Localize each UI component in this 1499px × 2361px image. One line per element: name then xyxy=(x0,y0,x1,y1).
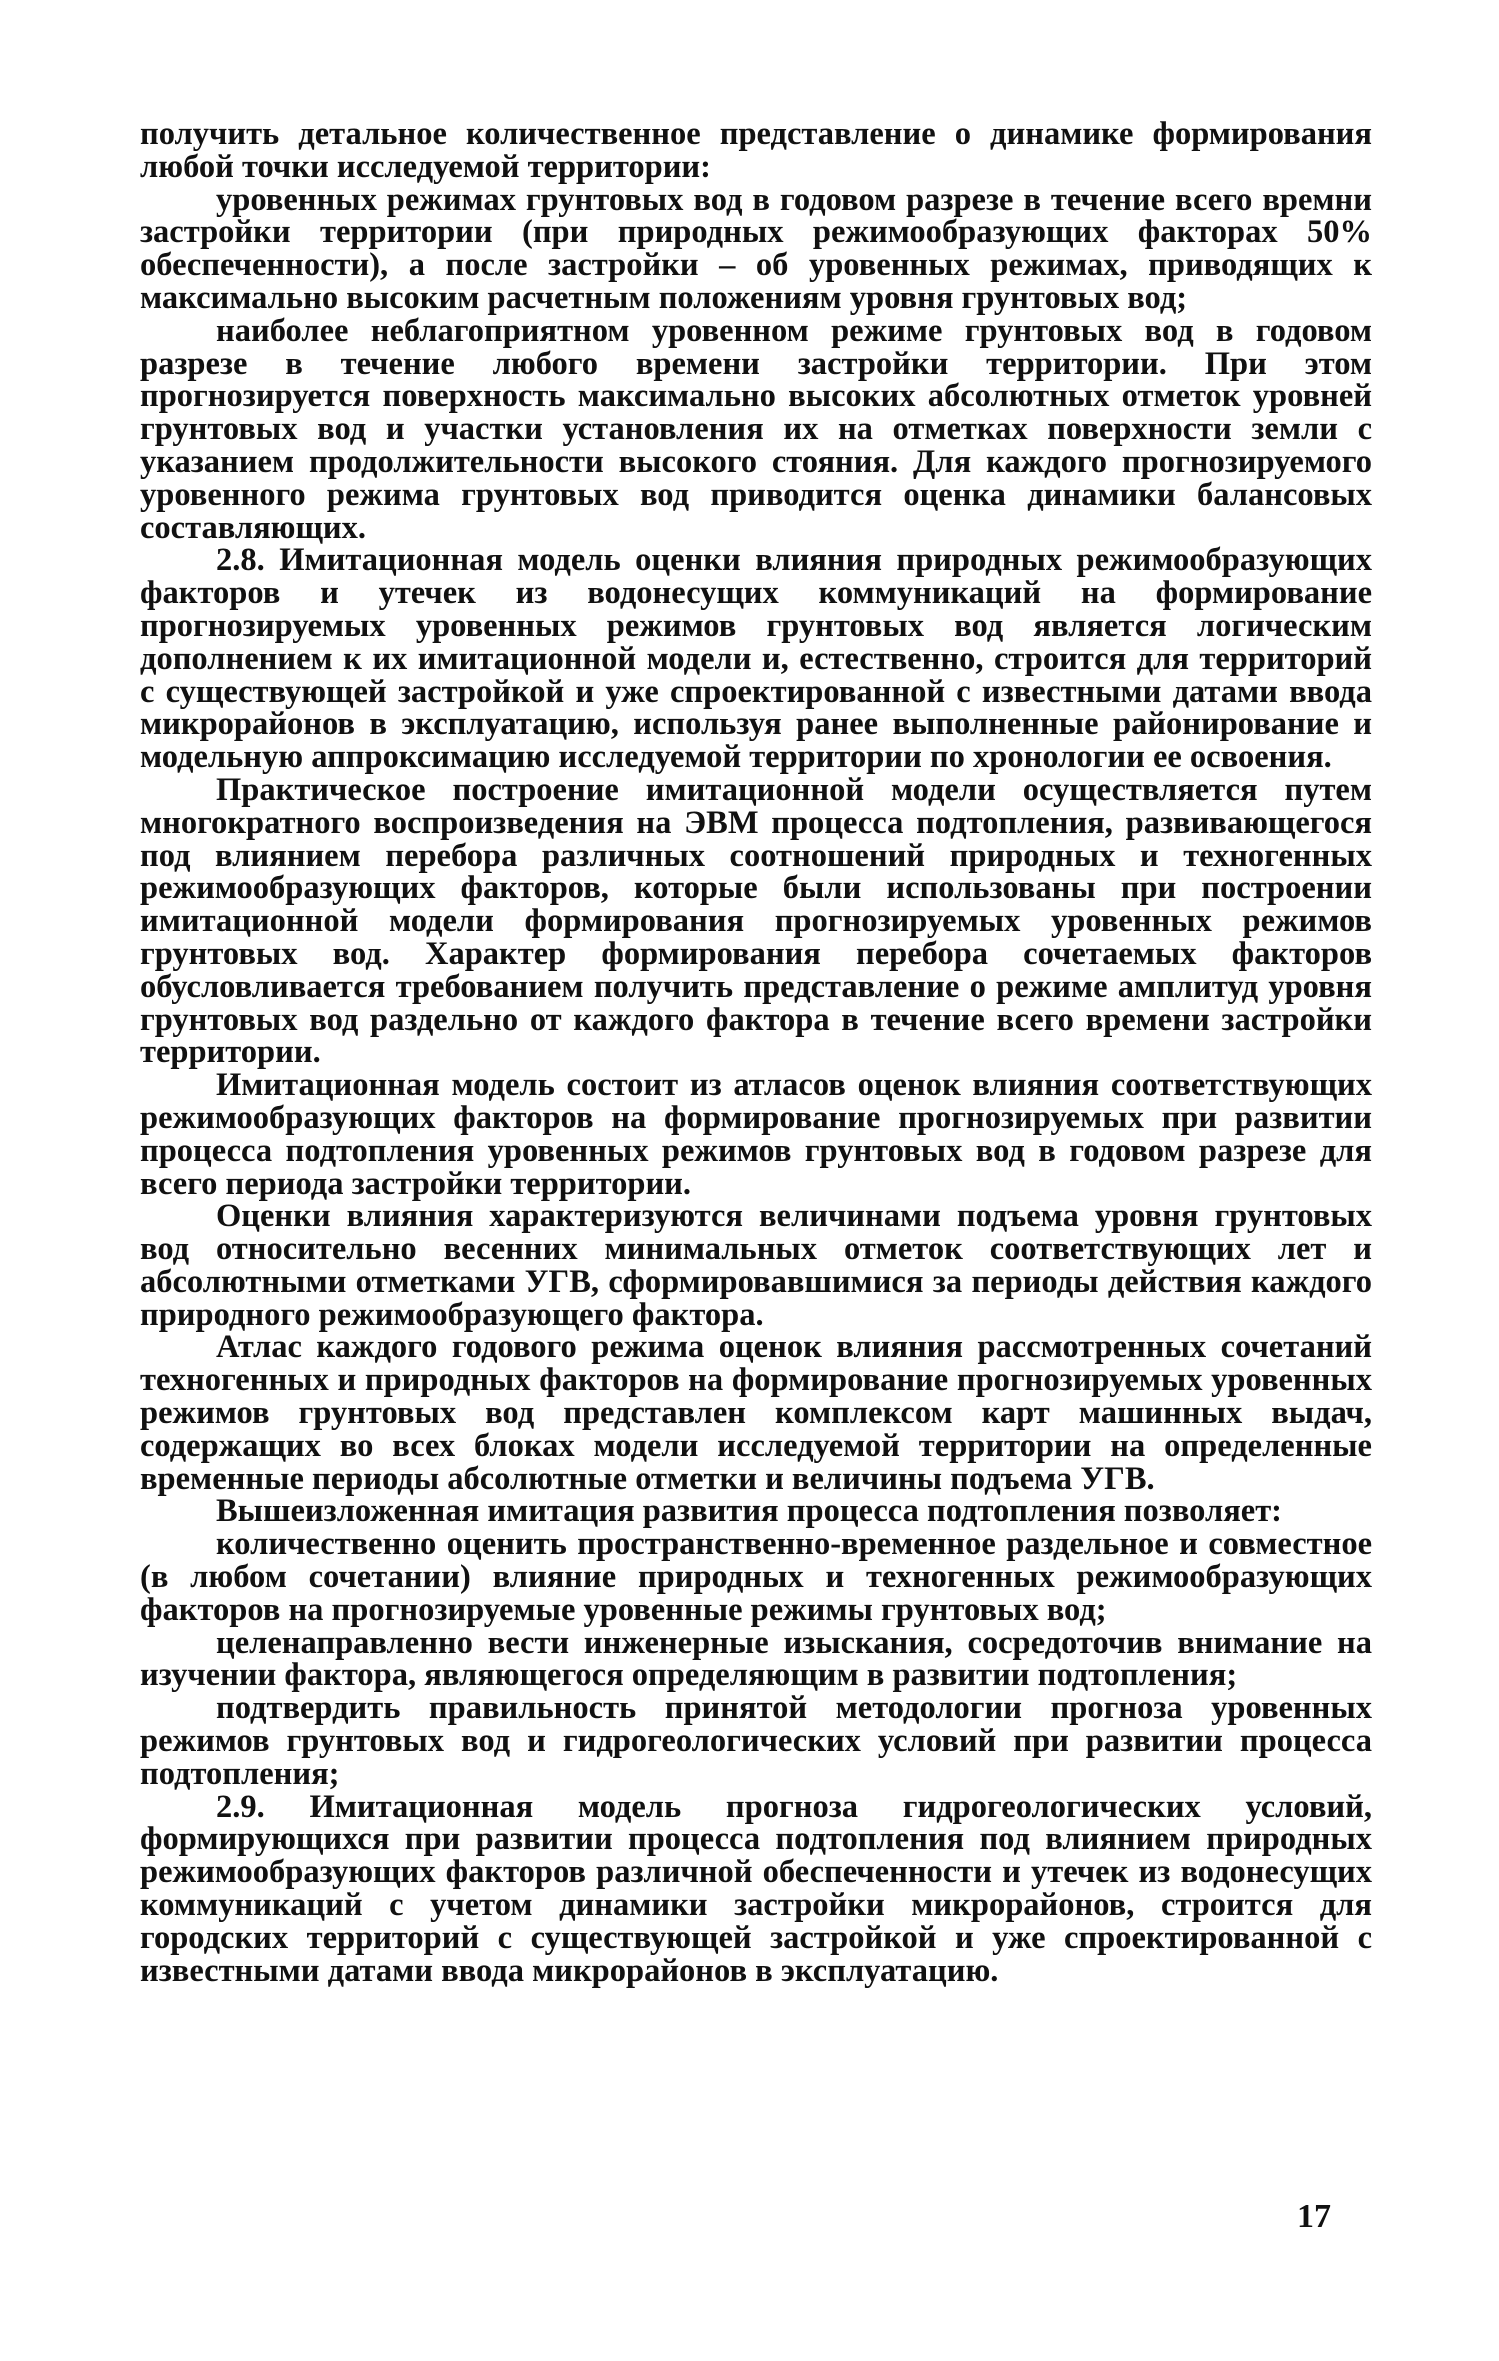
paragraph-section-2-9: 2.9. Имитационная модель прогноза гидрогеологических условий, формирующихся при развитии процесса подтопления под влиянием природных режимообразующих факторов различной обеспеченности и утечек из водонесущих коммуникаций с учетом динамики застройки микрорайонов, строится для городских территорий с существующей застройкой и уже спроектированной с известными датами ввода микрорайонов в эксплуатацию. xyxy=(140,1788,1372,1989)
paragraph-targeted-surveys: целенаправленно вести инженерные изыскания, сосредоточив внимание на изучении фактора, являющегося определяющим в развитии подтопления; xyxy=(140,1624,1372,1694)
paragraph-confirm-methodology: подтвердить правильность принятой методологии прогноза уровенных режимов грунтовых вод и гидрогеологических условий при развитии процесса подтопления; xyxy=(140,1690,1372,1792)
paragraph-unfavorable-regime: наиболее неблагоприятном уровенном режиме грунтовых вод в годовом разрезе в течение любого времени застройки территории. При этом прогнозируется поверхность максимально высоких абсолютных отметок уровней грунтовых вод и участки установления их на отметках поверхности земли с указанием продолжительности высокого стояния. Для каждого прогнозируемого уровенного режима грунтовых вод приводится оценка динамики балансовых составляющих. xyxy=(140,312,1372,546)
paragraph-section-2-8: 2.8. Имитационная модель оценки влияния природных режимообразующих факторов и утечек из водонесущих коммуникаций на формирование прогнозируемых уровенных режимов грунтовых вод является логическим дополнением к их имитационной модели и, естественно, строится для территорий с существующей застройкой и уже спроектированной с известными датами ввода микрорайонов в эксплуатацию, используя ранее выполненные районирование и модельную аппроксимацию исследуемой территории по хронологии ее освоения. xyxy=(140,542,1372,776)
paragraph-simulation-allows: Вышеизложенная имитация развития процесса подтопления позволяет: xyxy=(216,1493,1283,1530)
page-number: 17 xyxy=(1297,2198,1331,2235)
page-body xyxy=(140,118,1372,1987)
paragraph-level-regimes: уровенных режимах грунтовых вод в годовом разрезе в течение всего времни застройки территории (при природных режимообразующих факторах 50% обеспеченности), а после застройки – об уровенных режимах, приводящих к максимально высоким расчетным положениям уровня грунтовых вод; xyxy=(140,181,1372,316)
paragraph-practical-construction: Практическое построение имитационной модели осуществляется путем многократного воспроизведения на ЭВМ процесса подтопления, развивающегося под влиянием перебора различных соотношений природных и техногенных режимообразующих факторов, которые были использованы при построении имитационной модели формирования прогнозируемых уровенных режимов грунтовых вод. Характер формирования перебора сочетаемых факторов обусловливается требованием получить представление о режиме амплитуд уровня грунтовых вод раздельно от каждого фактора в течение всего времени застройки территории. xyxy=(140,771,1372,1071)
paragraph-model-atlases: Имитационная модель состоит из атласов оценок влияния соответствующих режимообразующих факторов на формирование прогнозируемых при развитии процесса подтопления уровенных режимов грунтовых вод в годовом разрезе для всего периода застройки территории. xyxy=(140,1067,1372,1202)
paragraph-intro: получить детальное количественное представление о динамике формирования любой точки исследуемой территории: xyxy=(140,116,1372,185)
paragraph-impact-estimates: Оценки влияния характеризуются величинами подъема уровня грунтовых вод относительно весенних минимальных отметок соответствующих лет и абсолютными отметками УГВ, сформировавшимися за периоды действия каждого природного режимообразующего фактора. xyxy=(140,1198,1372,1333)
paragraph-annual-atlas: Атлас каждого годового режима оценок влияния рассмотренных сочетаний техногенных и природных факторов на формирование прогнозируемых уровенных режимов грунтовых вод представлен комплексом карт машинных выдач, содержащих во всех блоках модели исследуемой территории на определенные временные периоды абсолютные отметки и величины подъема УГВ. xyxy=(140,1329,1372,1497)
paragraph-quantify: количественно оценить пространственно-временное раздельное и совместное (в любом сочетании) влияние природных и техногенных режимообразующих факторов на прогнозируемые уровенные режимы грунтовых вод; xyxy=(140,1526,1372,1628)
